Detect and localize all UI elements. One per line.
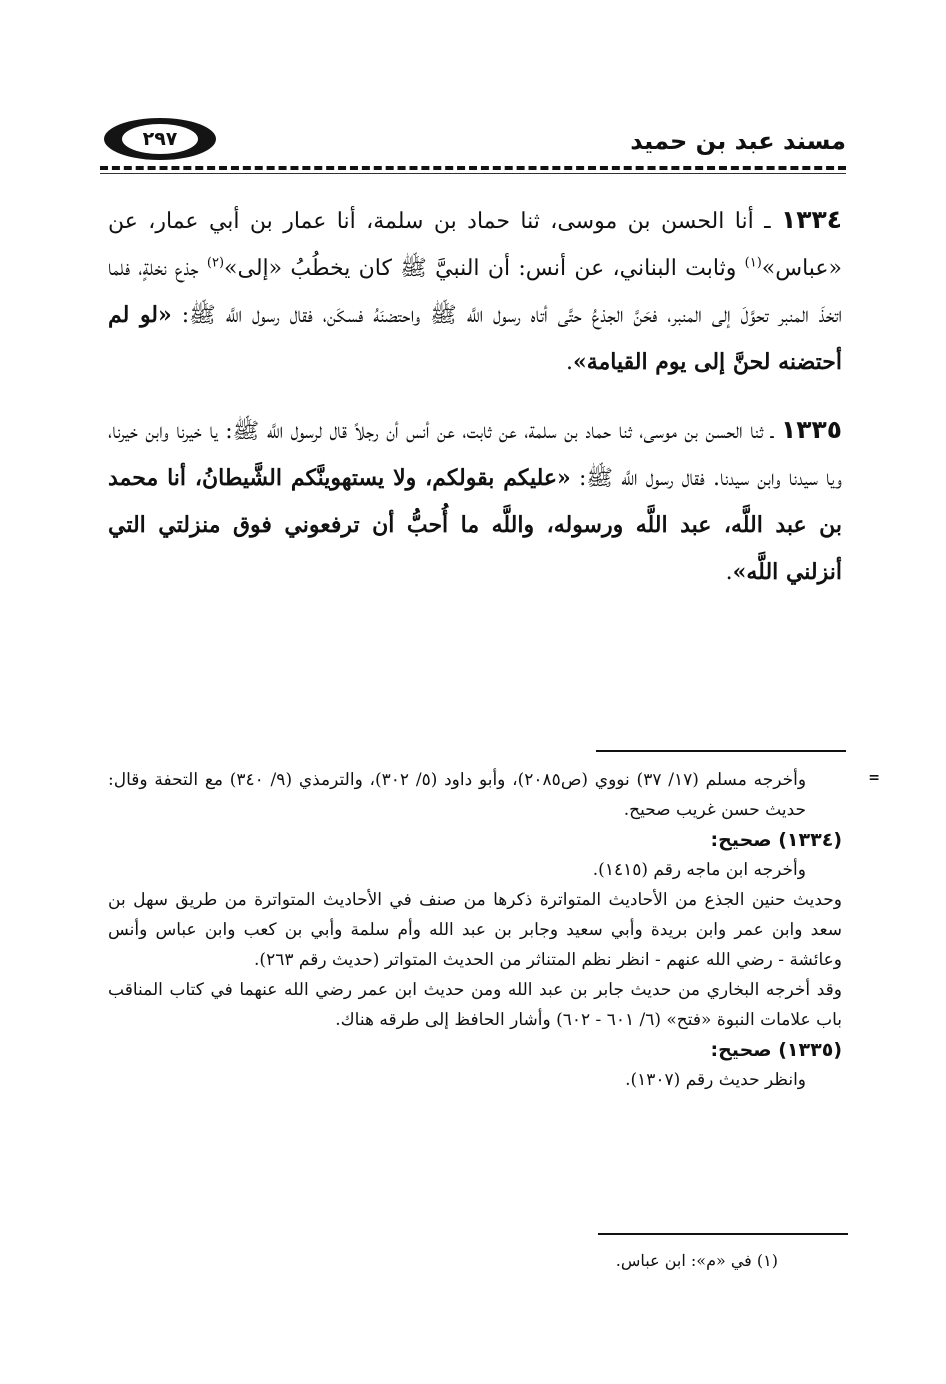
end-mark: . <box>725 560 733 585</box>
footnote-1: (١) في «م»: ابن عباس. <box>615 1251 778 1270</box>
hadith-1334 <box>108 196 842 386</box>
header-dashed-rule <box>100 166 846 170</box>
note-line: وحديث حنين الجذع من الأحاديث المتواترة ذكرها من صنف في الأحاديث المتواترة من طريق سهل بن سعد وابن عمر وابن بريدة وأبي سعيد وجابر بن عبد الله وأم سلمة وأبي بن كعب وابن عباس وأنس وعائشة - رضي الله عنهم - انظر نظم المتناثر من الحديث المتواتر (حديث رقم ٢٦٣). <box>108 890 842 970</box>
note-line: وأخرجه ابن ماجه رقم (١٤١٥). <box>592 860 806 880</box>
header-thin-rule <box>100 173 846 174</box>
prophet-quote: «لو لم أحتضنه لحنَّ إلى يوم القيامة» <box>108 302 842 375</box>
hadith-text: ـ ثنا الحسن بن موسى، ثنا حماد بن سلمة، عن ثابت، عن أنس أن رجلاً قال لرسول اللَّه ﷺ: يا خيرنا وابن خيرنا، ويا سيدنا وابن سيدنا. فقال رسول اللَّه ﷺ: <box>108 419 843 491</box>
footnotes <box>616 1248 778 1274</box>
hadith-1335 <box>108 406 842 596</box>
prophet-quote: «عليكم بقولكم، ولا يستهوينَّكم الشَّيطانُ، أنا محمد بن عبد اللَّه، عبد اللَّه ورسوله، واللَّه ما أُحبُّ أن ترفعوني فوق منزلتي التي أنزلني اللَّه» <box>108 465 842 585</box>
footnote-separator <box>598 1233 848 1235</box>
continuation-marker: = <box>868 770 880 786</box>
hadith-text: جذع نخلةٍ، فلما اتخذَ المنبر تحوَّلَ إلى المنبر، فحَنَّ الجذعُ حتَّى أتاه رسول اللَّه ﷺ واحتضنَهُ فسكَن، فقال رسول اللَّه ﷺ: <box>108 256 842 328</box>
footnote-ref: (١) <box>744 255 762 271</box>
page-number: ٢٩٧ <box>122 124 198 154</box>
hadith-number: ١٣٣٤ <box>780 205 842 234</box>
hadith-text: وثابت البناني، عن أنس: أن النبيَّ ﷺ كان يخطُبُ «إلى» <box>224 256 745 281</box>
running-title: مسند عبد بن حميد <box>630 127 846 155</box>
main-text <box>108 196 842 596</box>
page-header <box>100 112 846 172</box>
note-line: وانظر حديث رقم (١٣٠٧). <box>625 1070 806 1090</box>
footnote-ref: (٢) <box>206 255 225 271</box>
note-heading: (١٣٣٥) صحيح: <box>710 1039 842 1061</box>
takhrij-notes <box>108 765 842 1095</box>
hadith-number: ١٣٣٥ <box>780 415 842 444</box>
note-line: وأخرجه مسلم (١٧/ ٣٧) نووي (ص٢٠٨٥)، وأبو داود (٥/ ٣٠٢)، والترمذي (٩/ ٣٤٠) مع التحفة وقال: حديث حسن غريب صحيح. <box>108 770 807 820</box>
page-number-badge <box>104 118 216 160</box>
notes-separator <box>596 750 846 752</box>
note-heading: (١٣٣٤) صحيح: <box>710 829 842 851</box>
end-mark: . <box>565 350 573 375</box>
hadith-text: ـ أنا الحسن بن موسى، ثنا حماد بن سلمة، أنا عمار بن أبي عمار، عن «عباس» <box>108 209 843 281</box>
note-line: وقد أخرجه البخاري من حديث جابر بن عبد الله ومن حديث ابن عمر رضي الله عنهما في كتاب المناقب باب علامات النبوة «فتح» (٦/ ٦٠١ - ٦٠٢) وأشار الحافظ إلى طرقه هناك. <box>108 980 842 1030</box>
